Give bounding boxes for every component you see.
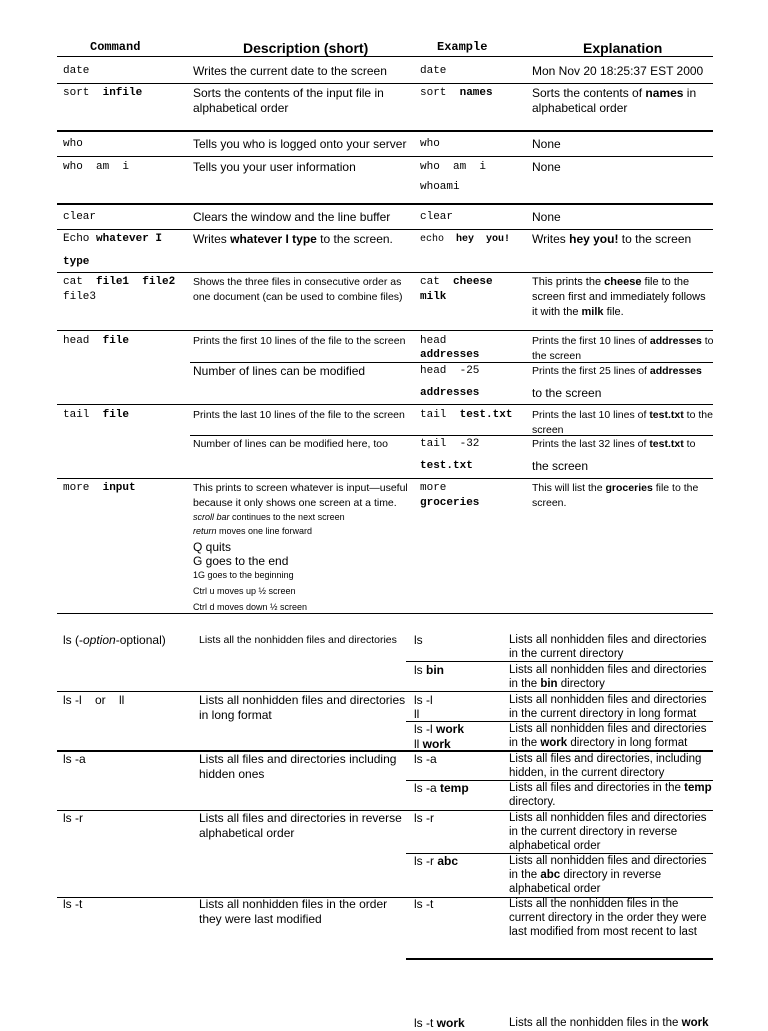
desc-more: This prints to screen whatever is input—useful because it only shows one screen at a time. bbox=[193, 482, 408, 509]
ex-cat: cat cheese bbox=[420, 276, 493, 288]
row-rule bbox=[190, 362, 713, 363]
ex-tail: tail test.txt bbox=[420, 409, 513, 421]
desc-ls: Lists all the nonhidden files and directories bbox=[199, 634, 397, 646]
row-rule bbox=[406, 958, 713, 960]
row-rule bbox=[57, 404, 713, 405]
cmd-tail: tail file bbox=[63, 409, 130, 421]
cmd-ls: ls (-option-optional) bbox=[63, 633, 166, 647]
desc-more-cu: Ctrl u moves up ½ screen bbox=[193, 586, 296, 596]
expl-whoami: None bbox=[532, 160, 561, 174]
header-example: Example bbox=[437, 40, 488, 54]
expl-ll-1: Lists all nonhidden files and directories in the current directory in long format bbox=[509, 694, 707, 720]
expl-echo: Writes hey you! to the screen bbox=[532, 232, 692, 246]
row-rule bbox=[57, 330, 713, 331]
ex-lt-1: ls -t bbox=[414, 897, 434, 911]
ex-head-b: addresses bbox=[420, 349, 480, 361]
desc-more-scroll: scroll bar continues to the next screen bbox=[193, 512, 345, 522]
cmd-more: more input bbox=[63, 482, 136, 494]
desc-head-2: Number of lines can be modified bbox=[193, 364, 366, 378]
expl-lr-2: Lists all nonhidden files and directories in the abc directory in reverse alphabetical order bbox=[509, 855, 707, 895]
desc-echo: Writes whatever I type to the screen. bbox=[193, 232, 393, 246]
expl-tail-2: Prints the last 32 lines of test.txt to bbox=[532, 438, 696, 450]
ex-more: more bbox=[420, 482, 447, 494]
expl-date: Mon Nov 20 18:25:37 EST 2000 bbox=[532, 64, 704, 78]
desc-clear: Clears the window and the line buffer bbox=[193, 210, 391, 224]
row-rule bbox=[57, 691, 713, 692]
desc-lr: Lists all files and directories in reverse alphabetical order bbox=[199, 811, 402, 840]
expl-head: Prints the first 10 lines of addresses to the screen bbox=[532, 335, 714, 362]
desc-more-cd: Ctrl d moves down ½ screen bbox=[193, 602, 308, 612]
ex-lr-2: ls -r abc bbox=[414, 854, 459, 868]
row-rule bbox=[57, 83, 713, 84]
ex-tail-2b: test.txt bbox=[420, 460, 473, 472]
row-rule bbox=[57, 156, 713, 157]
cmd-echo-2: type bbox=[63, 256, 90, 268]
expl-ll-2: Lists all nonhidden files and directories in the work directory in long format bbox=[509, 723, 707, 749]
expl-head-2b: to the screen bbox=[532, 386, 602, 400]
ex-ls-1: ls bbox=[414, 633, 423, 647]
expl-ls-1: Lists all nonhidden files and directories in the current directory bbox=[509, 634, 707, 660]
header-command: Command bbox=[90, 40, 141, 54]
ex-head: head bbox=[420, 335, 447, 347]
desc-head: Prints the first 10 lines of the file to the screen bbox=[193, 335, 406, 347]
desc-more-g: G goes to the end bbox=[193, 554, 289, 568]
ex-lt-2: ls -t work bbox=[414, 1016, 465, 1030]
cmd-cat-2: file3 bbox=[63, 291, 97, 303]
header-explanation: Explanation bbox=[583, 40, 663, 56]
ex-whoami-2: whoami bbox=[420, 181, 460, 193]
desc-whoami: Tells you your user information bbox=[193, 160, 356, 174]
desc-lt: Lists all nonhidden files in the order they were last modified bbox=[199, 897, 388, 926]
cmd-ll: ls -l or ll bbox=[63, 693, 125, 707]
row-rule bbox=[406, 661, 713, 662]
expl-cat: This prints the cheese file to the screen first and immediately follows it with the milk file. bbox=[532, 276, 706, 318]
cmd-who: who bbox=[63, 138, 83, 150]
ex-more-b: groceries bbox=[420, 497, 480, 509]
cmd-echo: Echo whatever I bbox=[63, 233, 163, 245]
desc-who: Tells you who is logged onto your server bbox=[193, 137, 407, 151]
ex-la-2: ls -a temp bbox=[414, 781, 469, 795]
desc-cat: Shows the three files in consecutive order as one document (can be used to combine files) bbox=[193, 276, 403, 303]
ex-ll-2: ls -l work bbox=[414, 722, 465, 736]
ex-ls-2: ls bin bbox=[414, 663, 444, 677]
cmd-sort: sort infile bbox=[63, 87, 143, 99]
row-rule bbox=[57, 272, 713, 273]
expl-tail-2b: the screen bbox=[532, 459, 589, 473]
expl-clear: None bbox=[532, 210, 561, 224]
ex-whoami-1: who am i bbox=[420, 161, 487, 173]
cmd-date: date bbox=[63, 65, 90, 77]
ex-date: date bbox=[420, 65, 447, 77]
expl-lr-1: Lists all nonhidden files and directories in the current directory in reverse alphabetical order bbox=[509, 812, 707, 852]
ex-ll-2b: ll work bbox=[414, 737, 451, 751]
ex-tail-2: tail -32 bbox=[420, 438, 480, 450]
ex-sort: sort names bbox=[420, 87, 493, 99]
ex-la-1: ls -a bbox=[414, 752, 437, 766]
ex-lr-1: ls -r bbox=[414, 811, 434, 825]
row-rule bbox=[57, 203, 713, 205]
expl-la-2: Lists all files and directories in the temp directory. bbox=[509, 782, 712, 808]
desc-la: Lists all files and directories including hidden ones bbox=[199, 752, 397, 781]
row-rule bbox=[57, 613, 713, 614]
cmd-lt: ls -t bbox=[63, 897, 83, 911]
expl-more: This will list the groceries file to the screen. bbox=[532, 482, 699, 509]
expl-lt-1: Lists all the nonhidden files in the current directory in the order they were last modified from most recent to last bbox=[509, 898, 707, 938]
row-rule bbox=[190, 435, 713, 436]
cmd-lr: ls -r bbox=[63, 811, 83, 825]
header-description: Description (short) bbox=[243, 40, 369, 56]
desc-sort: Sorts the contents of the input file in alphabetical order bbox=[193, 86, 384, 115]
ex-who: who bbox=[420, 138, 440, 150]
ex-clear: clear bbox=[420, 211, 454, 223]
cmd-whoami: who am i bbox=[63, 161, 130, 173]
ex-head-2b: addresses bbox=[420, 387, 480, 399]
expl-ls-2: Lists all nonhidden files and directories in the bin directory bbox=[509, 664, 707, 690]
cmd-cat: cat file1 file2 bbox=[63, 276, 176, 288]
expl-lt-2: Lists all the nonhidden files in the work bbox=[509, 1017, 709, 1029]
ex-ll-1b: ll bbox=[414, 707, 420, 721]
desc-more-return: return moves one line forward bbox=[193, 526, 313, 536]
desc-tail: Prints the last 10 lines of the file to the screen bbox=[193, 409, 405, 421]
expl-tail: Prints the last 10 lines of test.txt to the screen bbox=[532, 409, 713, 436]
expl-who: None bbox=[532, 137, 561, 151]
desc-tail-2: Number of lines can be modified here, too bbox=[193, 438, 388, 450]
row-rule bbox=[57, 130, 713, 132]
cmd-la: ls -a bbox=[63, 752, 86, 766]
ex-head-2: head -25 bbox=[420, 365, 480, 377]
cmd-clear: clear bbox=[63, 211, 97, 223]
ex-echo: echo hey you! bbox=[420, 234, 511, 245]
expl-sort: Sorts the contents of names in alphabetical order bbox=[532, 86, 697, 115]
expl-la-1: Lists all files and directories, including hidden, in the current directory bbox=[509, 753, 702, 779]
row-rule bbox=[57, 478, 713, 479]
expl-head-2: Prints the first 25 lines of addresses bbox=[532, 365, 702, 377]
desc-date: Writes the current date to the screen bbox=[193, 64, 387, 78]
desc-more-q: Q quits bbox=[193, 540, 232, 554]
row-rule bbox=[57, 229, 713, 230]
header-rule bbox=[57, 56, 713, 57]
cmd-head: head file bbox=[63, 335, 130, 347]
desc-ll: Lists all nonhidden files and directories in long format bbox=[199, 693, 406, 722]
desc-more-1g: 1G goes to the beginning bbox=[193, 570, 294, 580]
ex-cat-2: milk bbox=[420, 291, 447, 303]
ex-ll-1: ls -l bbox=[414, 693, 433, 707]
